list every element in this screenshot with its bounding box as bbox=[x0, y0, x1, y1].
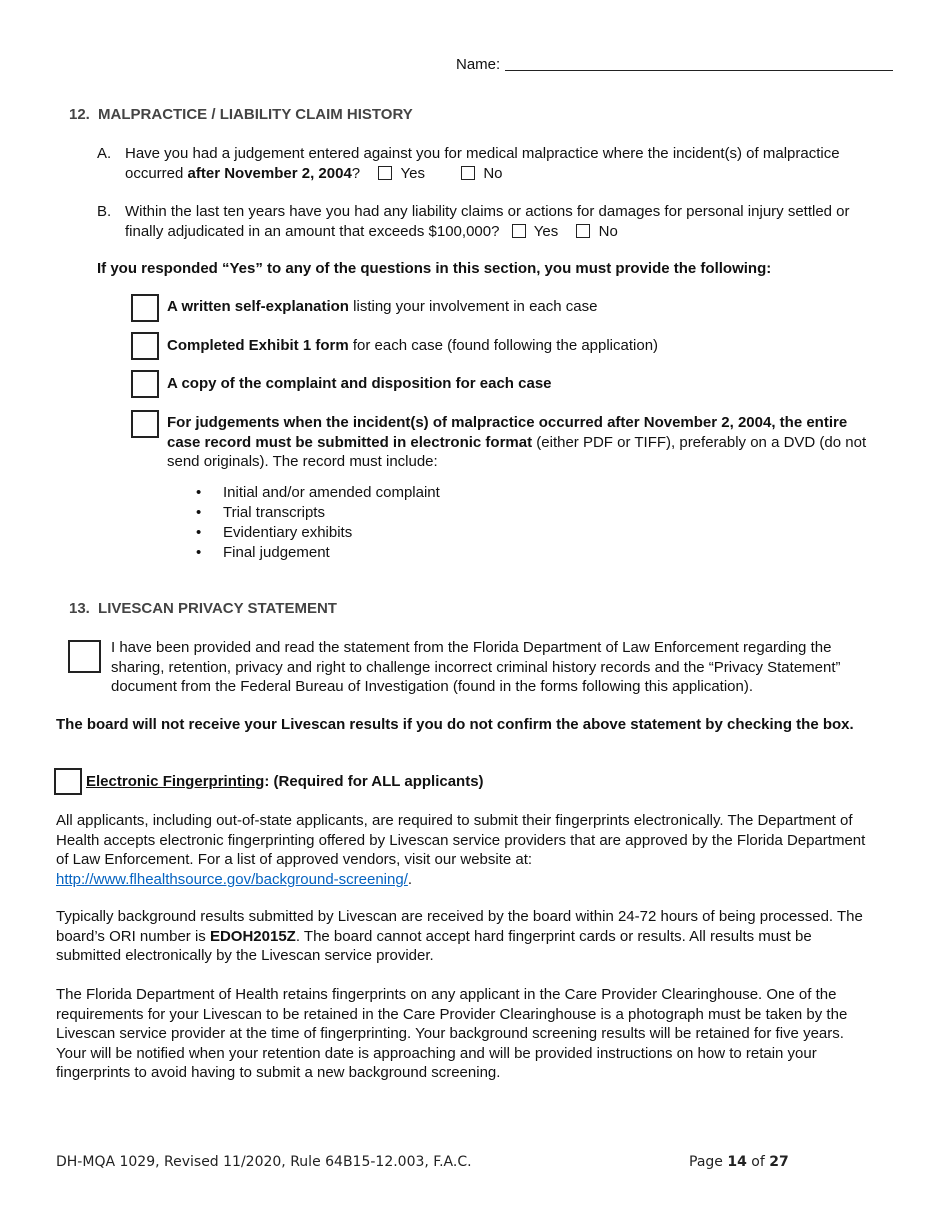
req-self-explanation-text: A written self-explanation listing your involvement in each case bbox=[167, 298, 598, 315]
question-b-yes-label: Yes bbox=[533, 222, 559, 240]
bullet-icon: • bbox=[196, 544, 202, 561]
privacy-warning: The board will not receive your Livescan results if you do not confirm the above statement by checking the box. bbox=[56, 716, 854, 733]
req-self-explanation-checkbox[interactable] bbox=[131, 294, 159, 322]
fingerprinting-checkbox[interactable] bbox=[54, 768, 82, 795]
question-a-yes-checkbox[interactable] bbox=[378, 166, 392, 180]
ori-number: EDOH2015Z bbox=[209, 927, 296, 945]
req-complaint-copy-text: A copy of the complaint and disposition for each case bbox=[167, 375, 552, 392]
question-a-line1: Have you had a judgement entered against you for medical malpractice where the incident(s) of malpractice bbox=[125, 145, 840, 162]
fingerprinting-paragraph-1: All applicants, including out-of-state applicants, are required to submit their fingerprints electronically. The Department of Health accepts electronic fingerprinting offered by Livescan service providers that are approved by the Florida Department of Law Enforcement. For a list of approved vendors, visit our website at: http://www.flhealthsource.gov/background-screening/. bbox=[56, 812, 866, 888]
fingerprinting-heading: Electronic Fingerprinting: (Required for ALL applicants) bbox=[86, 773, 484, 790]
question-b-no-label: No bbox=[598, 222, 618, 240]
case-record-bullet-list bbox=[196, 483, 440, 563]
section-12-instruction: If you responded “Yes” to any of the questions in this section, you must provide the following: bbox=[97, 260, 772, 277]
section-13-number: 13. bbox=[69, 600, 90, 617]
section-12-number: 12. bbox=[69, 106, 90, 123]
bullet-icon: • bbox=[196, 484, 202, 501]
question-a-text bbox=[125, 144, 925, 183]
question-a-no-label: No bbox=[483, 164, 503, 182]
fingerprinting-heading-label: Electronic Fingerprinting bbox=[86, 773, 265, 790]
req-case-record-text: For judgements when the incident(s) of malpractice occurred after November 2, 2004, the entire case record must be submitted in electronic format (either PDF or TIFF), preferably on a DVD (do not send originals). The record must include: bbox=[167, 414, 867, 470]
list-item: • Evidentiary exhibits bbox=[196, 524, 353, 541]
question-a-line2: occurred after November 2, 2004? Yes No bbox=[125, 164, 503, 182]
fingerprinting-paragraph-3: The Florida Department of Health retains fingerprints on any applicant in the Care Provider Clearinghouse. One of the requirements for your Livescan to be retained in the Care Provider Clearinghouse is a photograph must be taken by the Livescan service provider at the time of fingerprinting. Your background screening results will be retained for five years. Your will be notified when your retention date is approaching and will be provided instructions on how to retain your fingerprints to avoid having to submit a new background screening. bbox=[56, 986, 848, 1081]
privacy-statement-checkbox[interactable] bbox=[68, 640, 101, 673]
question-a-no-checkbox[interactable] bbox=[461, 166, 475, 180]
fingerprinting-paragraph-2: Typically background results submitted by Livescan are received by the board within 24-72 hours of being processed. The board’s ORI number is EDOH2015Z. The board cannot accept hard fingerprint cards or results. All results must be submitted electronically by the Livescan service provider. bbox=[56, 908, 863, 964]
name-field[interactable] bbox=[456, 55, 893, 75]
section-12-heading bbox=[69, 105, 413, 125]
footer-page-number: Page 14 of 27 bbox=[689, 1154, 789, 1170]
req-complaint-copy-checkbox[interactable] bbox=[131, 370, 159, 398]
footer-form-id: DH-MQA 1029, Revised 11/2020, Rule 64B15-12.003, F.A.C. bbox=[56, 1154, 472, 1170]
question-b-yes-checkbox[interactable] bbox=[512, 224, 526, 238]
question-b-line1: Within the last ten years have you had any liability claims or actions for damages for personal injury settled or bbox=[125, 203, 850, 220]
list-item: • Initial and/or amended complaint bbox=[196, 484, 440, 501]
question-b-no-checkbox[interactable] bbox=[576, 224, 590, 238]
section-13-heading bbox=[69, 599, 337, 619]
question-b-line2: finally adjudicated in an amount that exceeds $100,000? Yes No bbox=[125, 222, 618, 240]
bullet-icon: • bbox=[196, 524, 202, 541]
question-a-letter: A. bbox=[97, 145, 112, 162]
list-item: • Trial transcripts bbox=[196, 504, 325, 521]
question-b-letter: B. bbox=[97, 203, 112, 220]
section-12-title: MALPRACTICE / LIABILITY CLAIM HISTORY bbox=[98, 106, 413, 123]
question-b-text bbox=[125, 202, 935, 241]
question-a-yes-label: Yes bbox=[400, 164, 425, 182]
list-item: • Final judgement bbox=[196, 544, 330, 561]
req-exhibit-1-checkbox[interactable] bbox=[131, 332, 159, 360]
background-screening-link[interactable]: http://www.flhealthsource.gov/background-screening/ bbox=[56, 870, 408, 888]
name-label: Name: bbox=[456, 56, 501, 73]
privacy-statement-text: I have been provided and read the statement from the Florida Department of Law Enforcement regarding the sharing, retention, privacy and right to challenge incorrect criminal history records and the “Privacy Statement” document from the Federal Bureau of Investigation (found in the forms following this application). bbox=[111, 639, 841, 695]
name-input-line[interactable] bbox=[505, 56, 893, 71]
req-case-record-checkbox[interactable] bbox=[131, 410, 159, 438]
bullet-icon: • bbox=[196, 504, 202, 521]
section-13-title: LIVESCAN PRIVACY STATEMENT bbox=[98, 600, 337, 617]
req-exhibit-1-text: Completed Exhibit 1 form for each case (found following the application) bbox=[167, 337, 659, 354]
